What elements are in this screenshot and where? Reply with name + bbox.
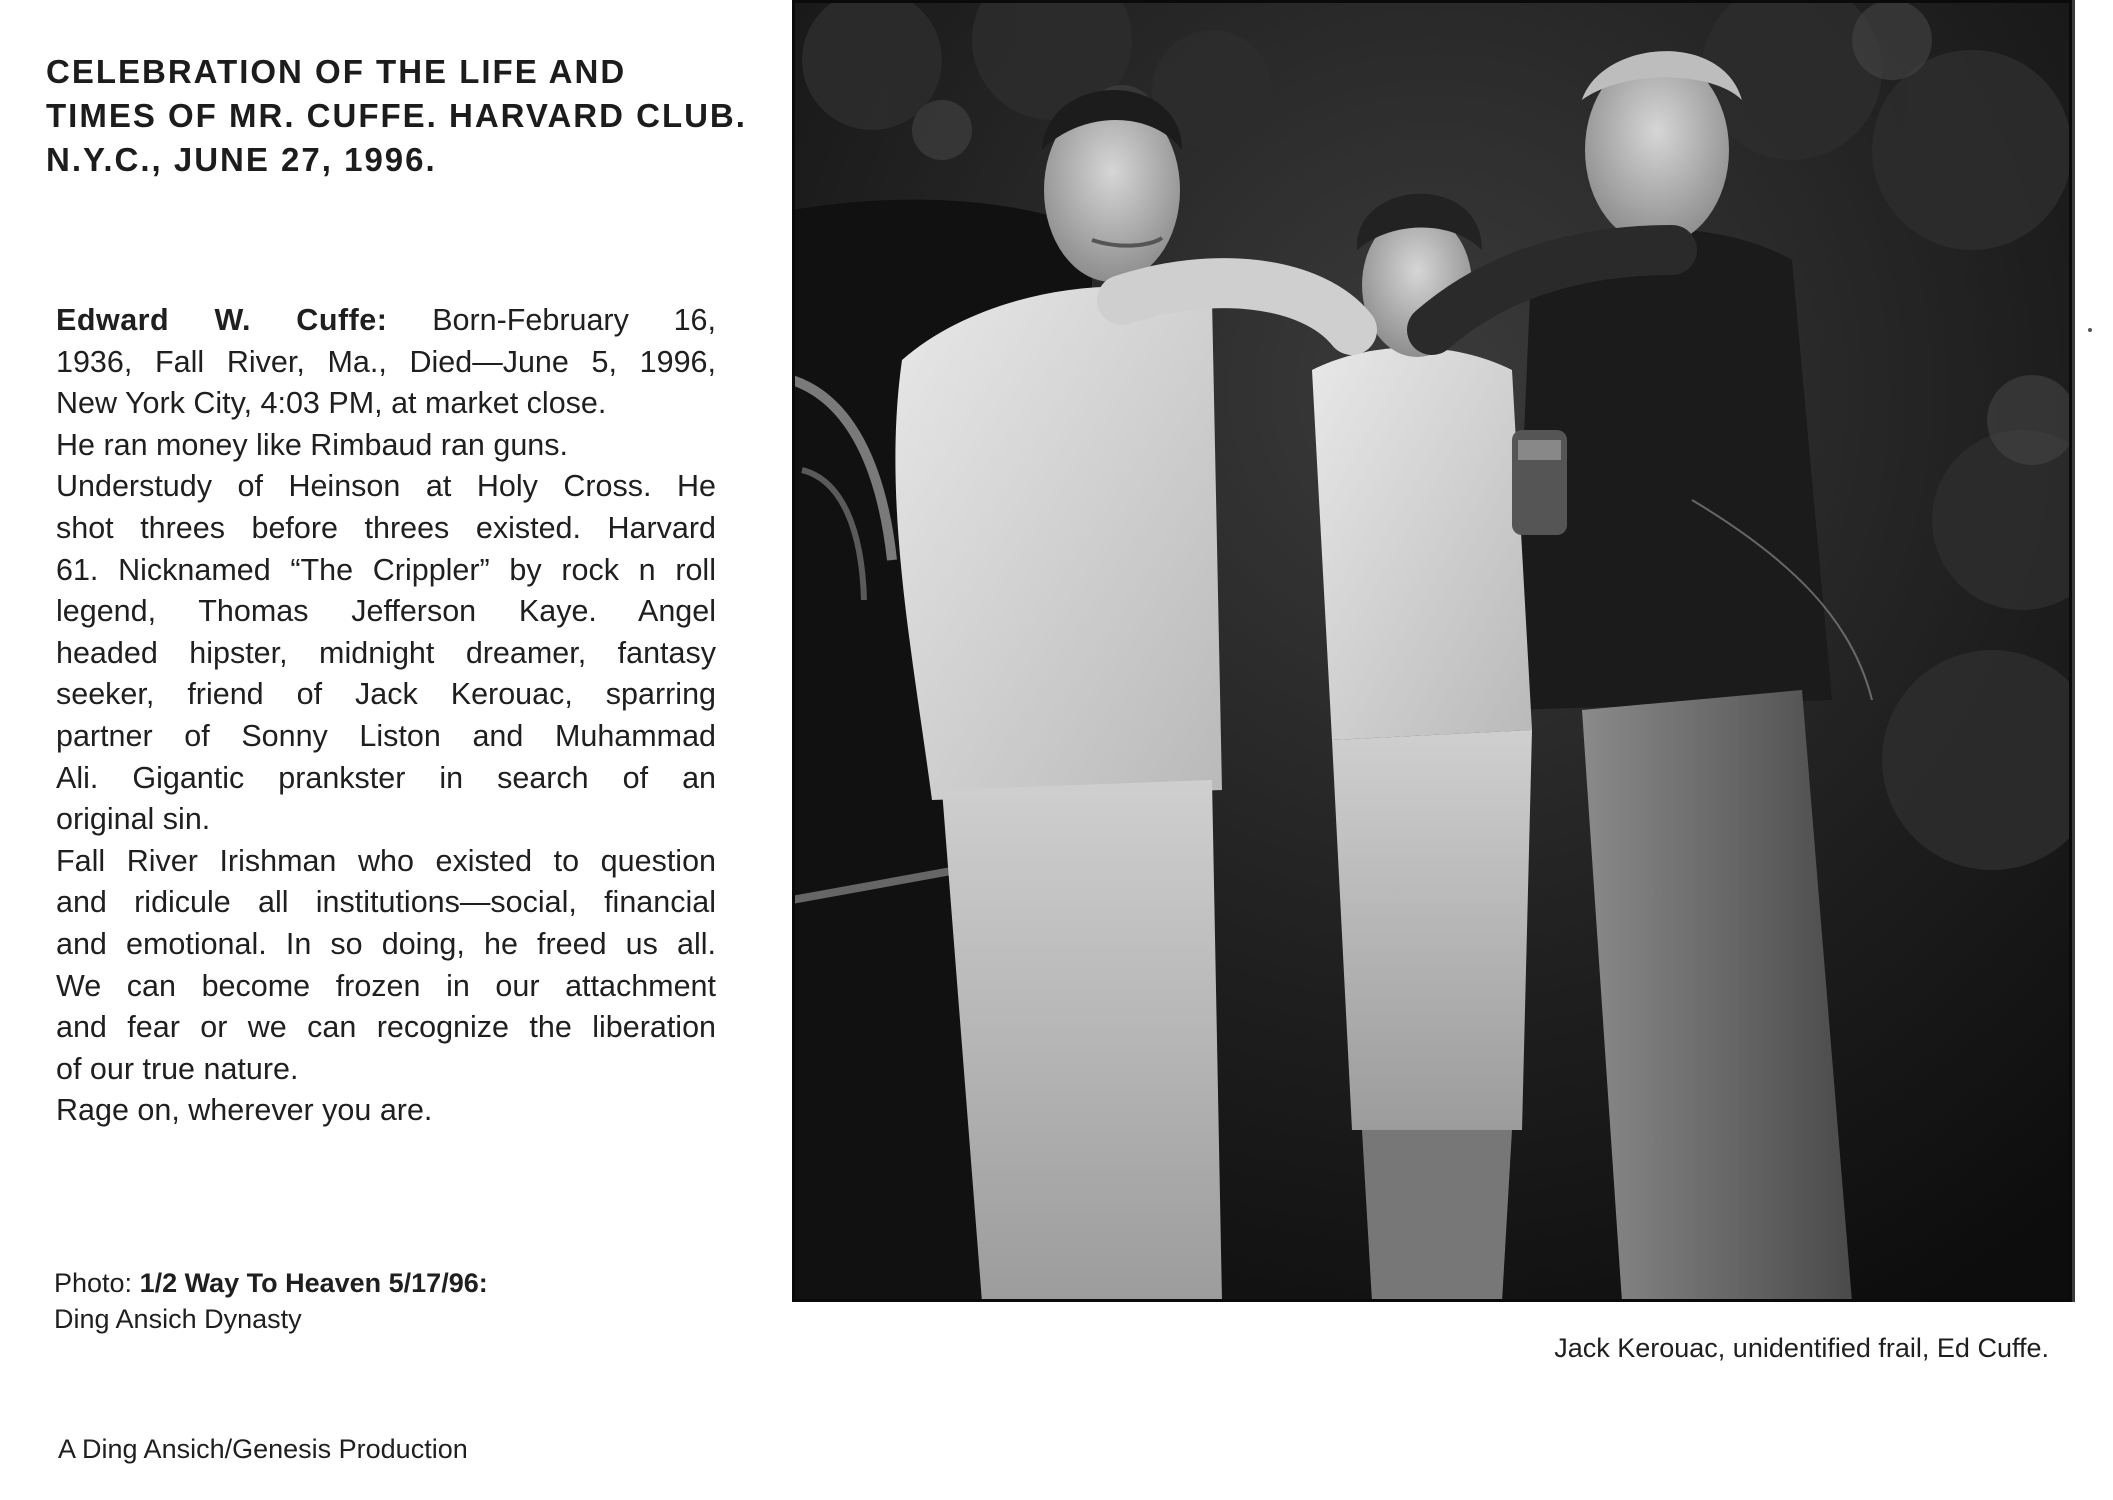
- bio-line: We can become frozen in our attachment: [56, 968, 716, 1003]
- photo-credit-title-line: [54, 1265, 488, 1301]
- heading-line-2: TIMES OF MR. CUFFE. HARVARD CLUB.: [46, 97, 747, 134]
- photo-illustration: [792, 0, 2072, 1302]
- bio-line: 61. Nicknamed “The Crippler” by rock n roll: [56, 552, 716, 587]
- biography-text: [56, 300, 716, 1132]
- photo-credit-title: 1/2 Way To Heaven 5/17/96:: [139, 1268, 488, 1298]
- event-heading: [46, 50, 746, 182]
- group-photograph: [792, 0, 2072, 1302]
- bio-line: of our true nature.: [56, 1051, 299, 1086]
- heading-line-1: CELEBRATION OF THE LIFE AND: [46, 53, 627, 90]
- scan-edge-line: [2072, 0, 2075, 1302]
- bio-line-text: Born-February 16,: [387, 303, 716, 337]
- bio-line: partner of Sonny Liston and Muhammad: [56, 718, 716, 753]
- bio-line: and ridicule all institutions—social, financial: [56, 885, 716, 920]
- bio-line: and emotional. In so doing, he freed us all.: [56, 926, 716, 961]
- bio-line: original sin.: [56, 802, 211, 837]
- bio-line: seeker, friend of Jack Kerouac, sparring: [56, 677, 716, 712]
- bio-line: Rage on, wherever you are.: [56, 1093, 433, 1128]
- bio-line: Understudy of Heinson at Holy Cross. He: [56, 469, 716, 504]
- bio-line: 1936, Fall River, Ma., Died—June 5, 1996,: [56, 344, 716, 379]
- scan-speck: [2088, 328, 2092, 332]
- bio-line: Fall River Irishman who existed to question: [56, 843, 716, 878]
- photo-caption: Jack Kerouac, unidentified frail, Ed Cuffe.: [1554, 1333, 2049, 1363]
- photo-credit-prefix: Photo:: [54, 1268, 140, 1298]
- bio-line: shot threes before threes existed. Harvard: [56, 510, 716, 545]
- photo-credit-studio: Ding Ansich Dynasty: [54, 1304, 302, 1334]
- bio-line: and fear or we can recognize the liberation: [56, 1010, 716, 1045]
- bio-line: Ali. Gigantic prankster in search of an: [56, 760, 716, 795]
- heading-line-3: N.Y.C., JUNE 27, 1996.: [46, 141, 437, 178]
- bio-line: headed hipster, midnight dreamer, fantasy: [56, 635, 716, 670]
- photo-credit: [54, 1265, 488, 1337]
- bio-line: New York City, 4:03 PM, at market close.: [56, 386, 607, 421]
- bio-line: [56, 300, 716, 342]
- production-credit: A Ding Ansich/Genesis Production: [58, 1434, 468, 1464]
- bio-line: legend, Thomas Jefferson Kaye. Angel: [56, 594, 716, 629]
- bio-line: He ran money like Rimbaud ran guns.: [56, 427, 568, 462]
- bio-name: Edward W. Cuffe:: [56, 303, 388, 337]
